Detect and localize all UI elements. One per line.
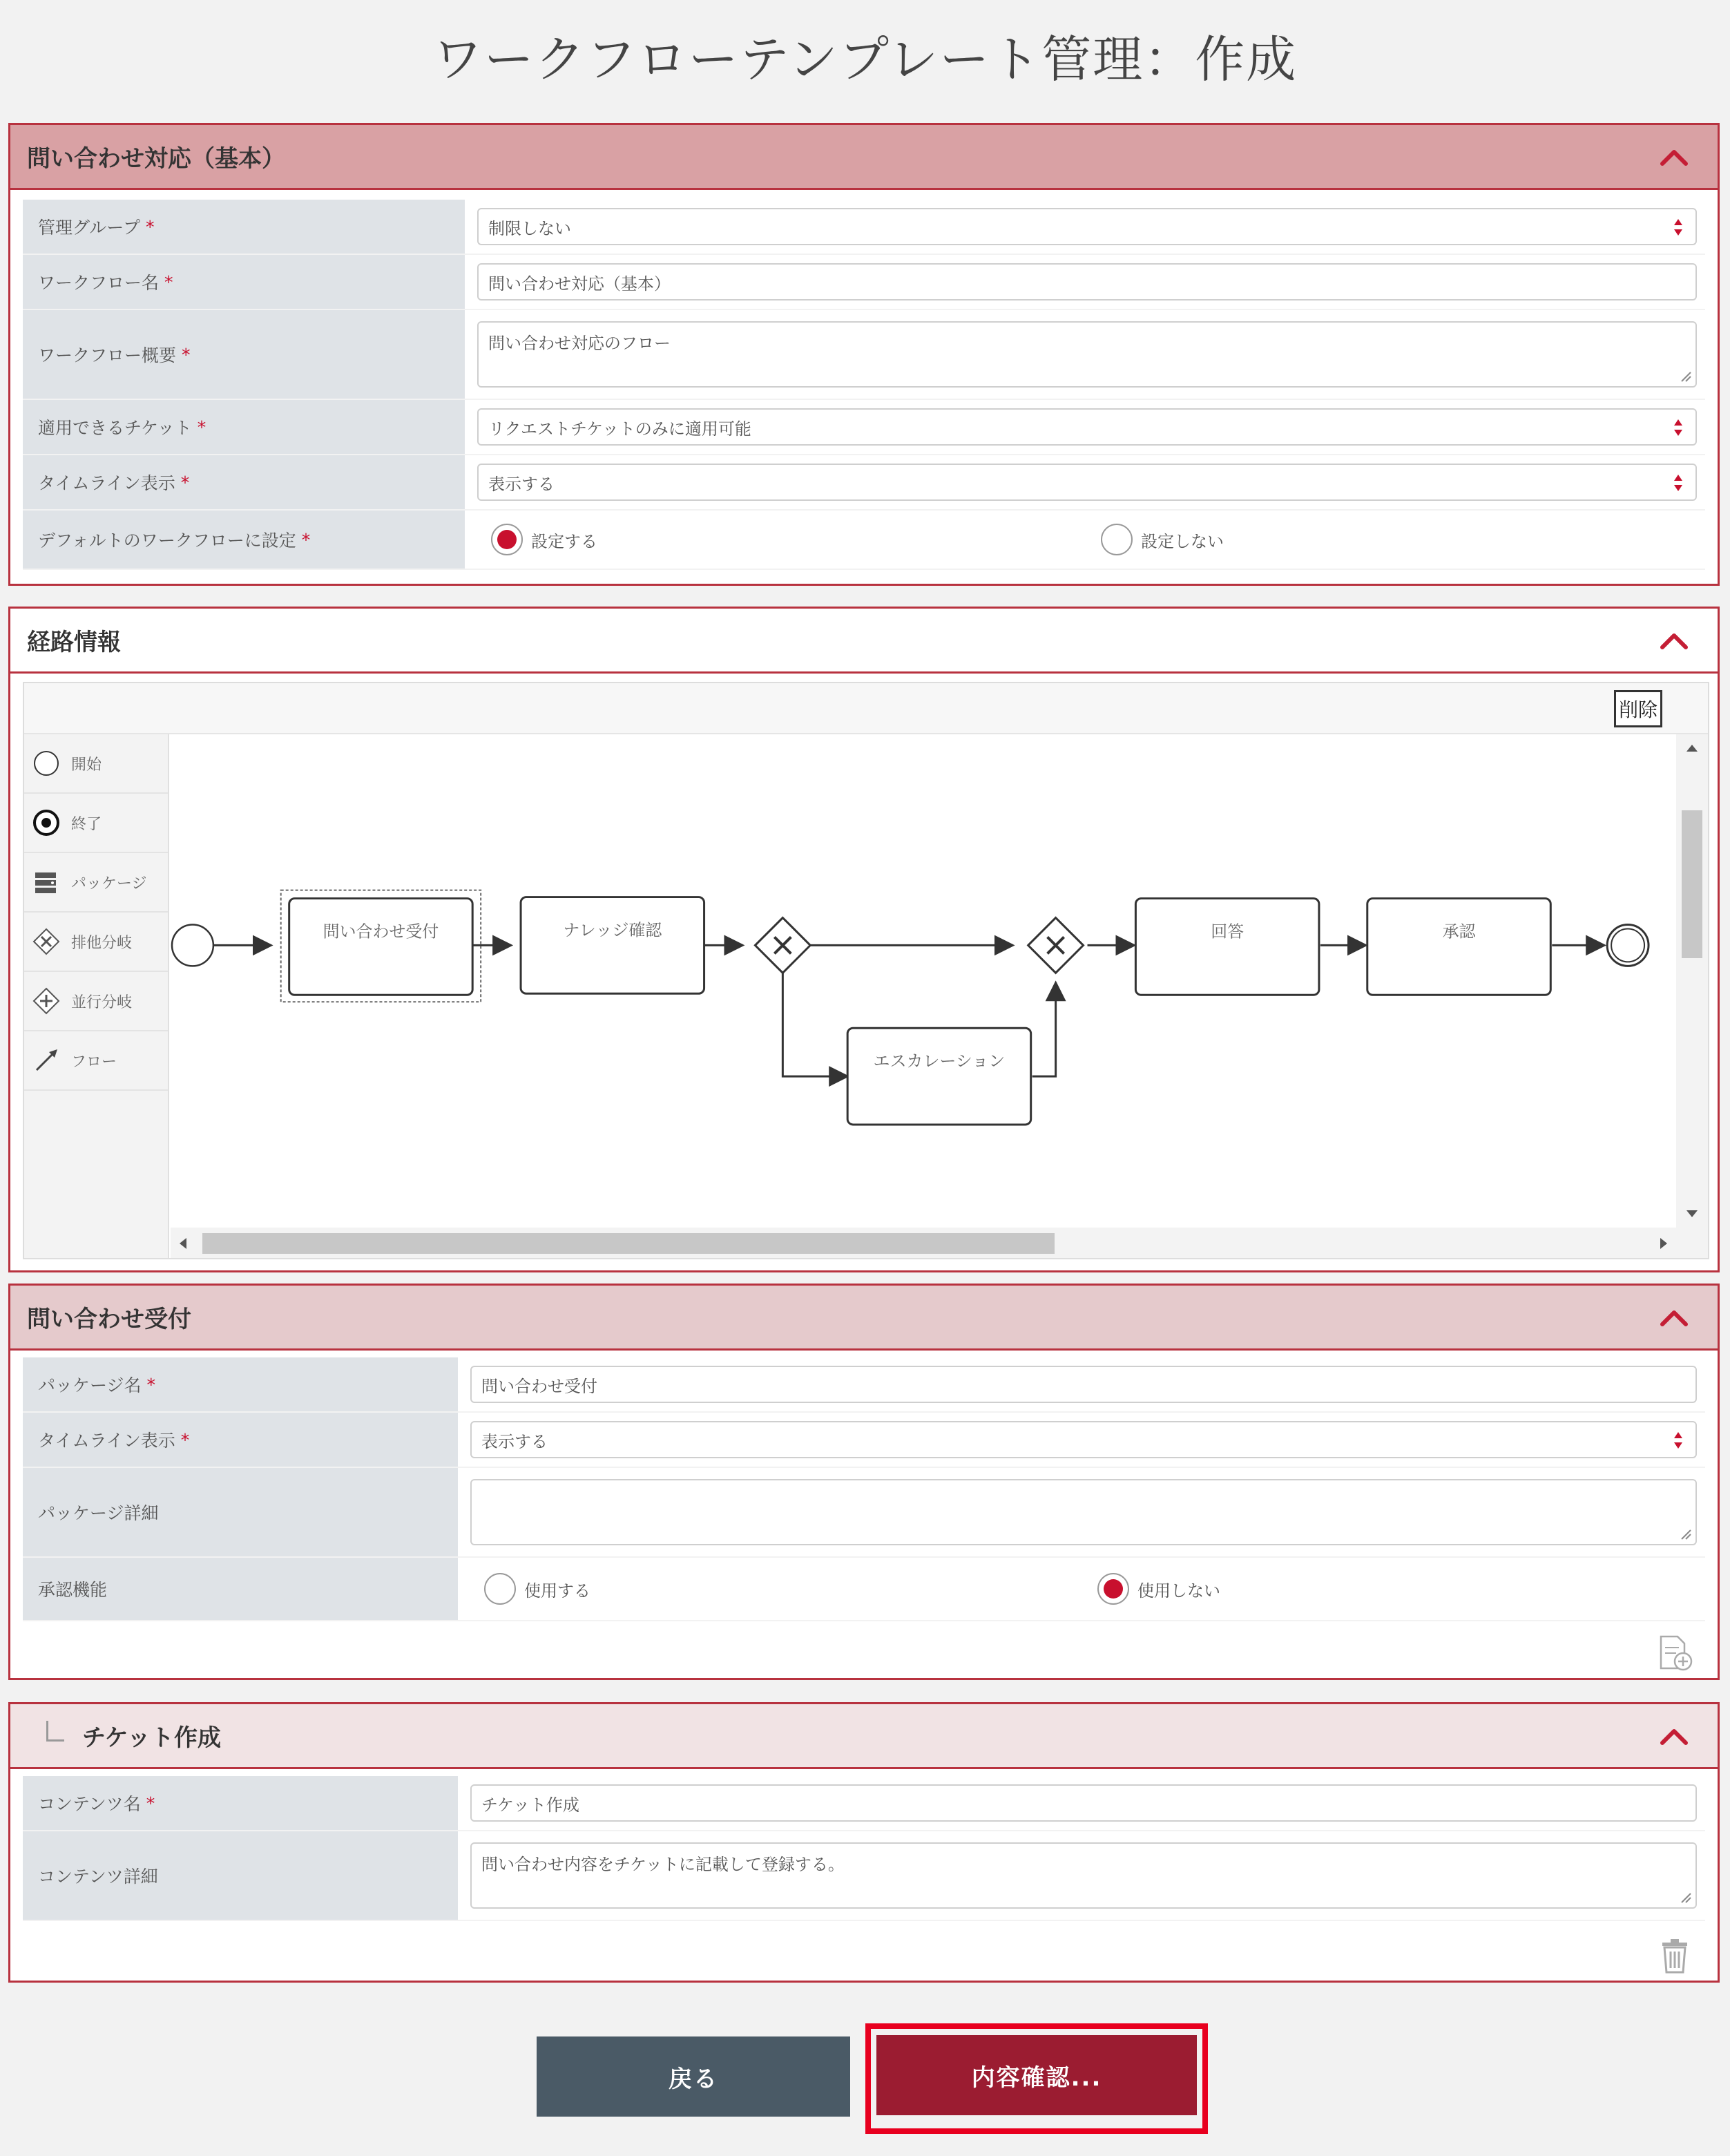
delete-button[interactable]: 削除 — [1614, 690, 1662, 727]
approval-use-radio[interactable]: 使用する — [470, 1573, 1084, 1605]
resize-grip-icon[interactable] — [1679, 1527, 1691, 1540]
row-name — [23, 255, 1705, 310]
default-yes-radio[interactable]: 設定する — [477, 524, 1087, 555]
start-node[interactable] — [172, 924, 213, 966]
content-form — [23, 1776, 1705, 1925]
node-answer[interactable] — [1135, 899, 1319, 995]
back-button[interactable]: 戻る — [537, 2036, 850, 2117]
resize-grip-icon[interactable] — [1679, 1891, 1691, 1903]
flow-arrow-icon — [31, 1045, 61, 1076]
applicable-ticket-select[interactable]: リクエストチケットのみに適用可能 — [477, 408, 1697, 446]
node-knowledge[interactable] — [521, 897, 704, 994]
vertical-scrollbar[interactable] — [1676, 734, 1708, 1228]
scroll-right-icon[interactable] — [1660, 1237, 1668, 1250]
workflow-name-label: ワークフロー名 * — [23, 255, 465, 310]
end-node[interactable] — [1607, 924, 1649, 966]
basic-form — [23, 200, 1705, 570]
diagram-palette — [24, 734, 169, 1258]
node-approve[interactable] — [1367, 899, 1551, 995]
package-name-label: パッケージ名 * — [23, 1357, 458, 1413]
package-timeline-select[interactable]: 表示する — [470, 1421, 1697, 1458]
content-detail-textarea[interactable]: 問い合わせ内容をチケットに記載して登録する。 — [470, 1842, 1697, 1909]
diagram-canvas[interactable] — [171, 734, 1676, 1230]
row-package-detail — [23, 1468, 1705, 1558]
approval-nouse-radio[interactable]: 使用しない — [1084, 1573, 1697, 1605]
chevron-up-icon[interactable] — [1658, 142, 1690, 173]
palette-flow[interactable]: フロー — [24, 1031, 168, 1091]
default-workflow-label: デフォルトのワークフローに設定 * — [23, 511, 465, 570]
applicable-ticket-label: 適用できるチケット * — [23, 400, 465, 455]
group-label: 管理グループ * — [23, 200, 465, 255]
chevron-up-icon[interactable] — [1658, 625, 1690, 657]
horizontal-scrollbar[interactable] — [171, 1228, 1708, 1258]
package-panel — [8, 1284, 1720, 1680]
chevron-up-icon[interactable] — [1658, 1721, 1690, 1753]
workflow-diagram[interactable] — [23, 682, 1709, 1259]
package-header[interactable] — [10, 1286, 1718, 1351]
chevron-up-icon[interactable] — [1658, 1302, 1690, 1334]
scroll-up-icon[interactable] — [1686, 744, 1698, 752]
radio-unchecked-icon — [1101, 524, 1133, 555]
confirm-button[interactable]: 内容確認... — [876, 2035, 1197, 2115]
row-group — [23, 200, 1705, 255]
basic-info-panel — [8, 123, 1720, 586]
select-arrows-icon — [1673, 218, 1683, 237]
diagram-toolbar — [24, 683, 1708, 734]
workflow-summary-label: ワークフロー概要 * — [23, 310, 465, 400]
basic-info-header[interactable] — [10, 125, 1718, 190]
page-title: ワークフローテンプレート管理：作成 — [432, 30, 1298, 88]
content-title: チケット作成 — [82, 1724, 221, 1752]
content-name-input[interactable]: チケット作成 — [470, 1784, 1697, 1822]
scroll-left-icon[interactable] — [179, 1237, 187, 1250]
palette-parallel[interactable]: 並行分岐 — [24, 972, 168, 1031]
content-detail-label: コンテンツ詳細 — [23, 1831, 458, 1921]
package-detail-label: パッケージ詳細 — [23, 1468, 458, 1558]
row-ticket — [23, 400, 1705, 455]
package-title: 問い合わせ受付 — [27, 1306, 191, 1333]
select-arrows-icon — [1673, 418, 1683, 437]
horizontal-scroll-thumb[interactable] — [202, 1233, 1055, 1254]
approval-label: 承認機能 — [23, 1558, 458, 1621]
row-package-name — [23, 1357, 1705, 1413]
palette-package[interactable]: パッケージ — [24, 853, 168, 913]
row-approval — [23, 1558, 1705, 1621]
start-event-icon — [31, 748, 61, 779]
node-escalation[interactable] — [847, 1028, 1031, 1125]
trash-icon[interactable] — [1657, 1936, 1693, 1975]
workflow-summary-textarea[interactable]: 問い合わせ対応のフロー — [477, 321, 1697, 388]
radio-unchecked-icon — [484, 1573, 516, 1605]
end-event-icon — [31, 808, 61, 838]
row-content-name — [23, 1776, 1705, 1831]
content-panel — [8, 1702, 1720, 1983]
basic-info-title: 問い合わせ対応（基本） — [27, 145, 285, 173]
node-escalation-label: エスカレーション — [873, 1051, 1006, 1071]
route-panel — [8, 607, 1720, 1272]
vertical-scroll-thumb[interactable] — [1682, 810, 1702, 958]
select-arrows-icon — [1673, 473, 1683, 493]
row-default — [23, 511, 1705, 570]
scroll-down-icon[interactable] — [1686, 1210, 1698, 1218]
row-timeline — [23, 455, 1705, 511]
exclusive-gateway-icon — [31, 926, 61, 957]
row-package-timeline — [23, 1413, 1705, 1468]
content-name-label: コンテンツ名 * — [23, 1776, 458, 1831]
package-name-input[interactable]: 問い合わせ受付 — [470, 1366, 1697, 1403]
package-timeline-label: タイムライン表示 * — [23, 1413, 458, 1468]
row-summary — [23, 310, 1705, 400]
package-icon — [31, 867, 61, 897]
radio-checked-icon — [491, 524, 523, 555]
palette-end[interactable]: 終了 — [24, 794, 168, 853]
route-header[interactable] — [10, 609, 1718, 674]
route-title: 経路情報 — [27, 629, 121, 656]
node-knowledge-label: ナレッジ確認 — [563, 920, 662, 940]
content-header[interactable] — [10, 1704, 1718, 1769]
tree-branch-icon — [46, 1721, 64, 1742]
package-form — [23, 1357, 1705, 1621]
timeline-select[interactable]: 表示する — [477, 464, 1697, 501]
resize-grip-icon[interactable] — [1679, 370, 1691, 382]
exclusive-gateway-2[interactable] — [1028, 918, 1084, 973]
palette-start[interactable]: 開始 — [24, 734, 168, 794]
node-answer-label: 回答 — [1211, 922, 1244, 942]
parallel-gateway-icon — [31, 986, 61, 1016]
palette-exclusive[interactable]: 排他分岐 — [24, 913, 168, 972]
exclusive-gateway-1[interactable] — [755, 918, 810, 973]
node-receive[interactable] — [289, 899, 473, 995]
group-select[interactable]: 制限しない — [477, 208, 1697, 245]
select-arrows-icon — [1673, 1431, 1683, 1450]
package-detail-textarea[interactable] — [470, 1479, 1697, 1545]
add-content-icon[interactable] — [1657, 1634, 1693, 1672]
timeline-label: タイムライン表示 * — [23, 455, 465, 511]
workflow-name-input[interactable]: 問い合わせ対応（基本） — [477, 263, 1697, 300]
default-no-radio[interactable]: 設定しない — [1087, 524, 1697, 555]
radio-checked-icon — [1097, 1573, 1129, 1605]
node-receive-label: 問い合わせ受付 — [323, 922, 439, 942]
row-content-detail — [23, 1831, 1705, 1921]
node-approve-label: 承認 — [1442, 922, 1476, 942]
